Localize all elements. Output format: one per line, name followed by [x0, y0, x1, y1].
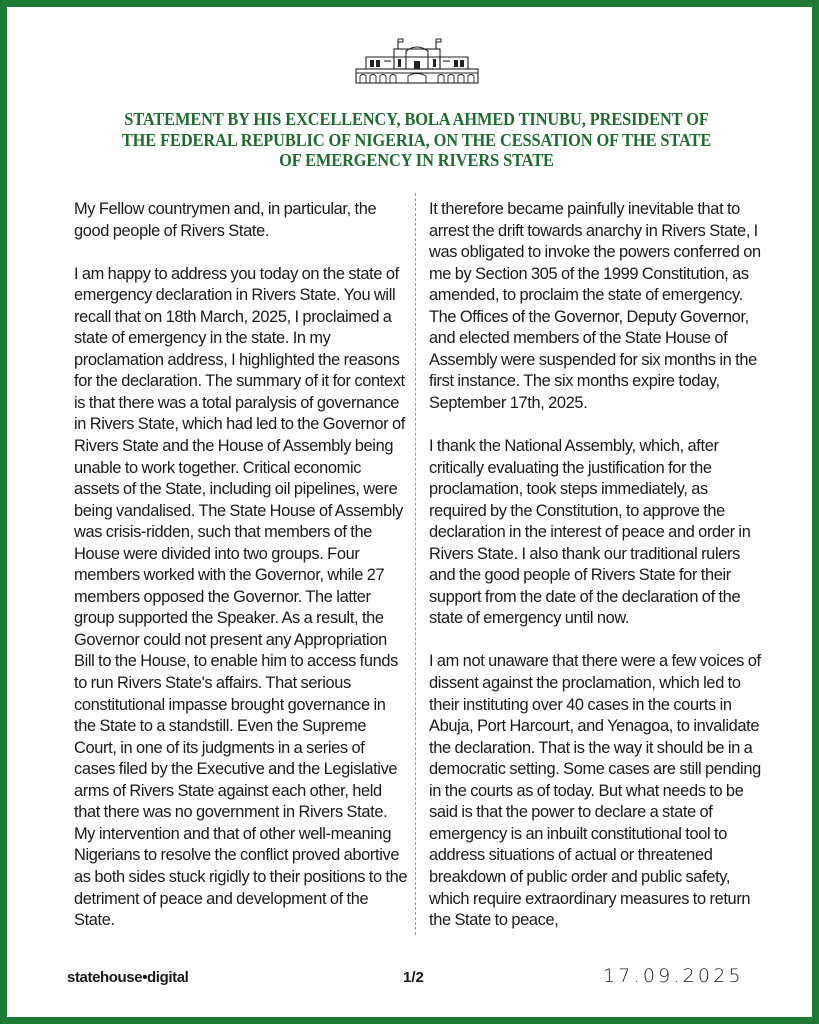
column-divider — [415, 193, 416, 935]
left-column — [74, 199, 408, 953]
paragraph-dissent: I am not unaware that there were a few voices of dissent against the proclamation, which led to their instituting over 40 cases in the courts in Abuja, Port Harcourt, and Yenagoa, to invalidate the declaration. That is the way it should be in a democratic setting. Some cases are still pending in the courts as of today. But what needs to be said is that the power to declare a state of emergency is an inbuilt constitutional tool to address situations of actual or threatened breakdown of public order and public safety, which require extraordinary measures to return the State to peace, — [429, 652, 761, 930]
statement-date: 17.09.2025 — [603, 965, 744, 987]
title-line: THE FEDERAL REPUBLIC OF NIGERIA, ON THE CESSATION OF THE STATE — [121, 129, 712, 150]
page-number: 1/2 — [403, 969, 424, 986]
title-line: STATEMENT BY HIS EXCELLENCY, BOLA AHMED TINUBU, PRESIDENT OF — [124, 109, 709, 129]
paragraph-background: I am happy to address you today on the state of emergency declaration in Rivers State. You will recall that on 18th March, 2025, I proclaimed a state of emergency in the state. In my proclamation address, I highlighted the reasons for the declaration. The summary of it for context is that there was a total paralysis of governance in Rivers State, which had led to the Governor of Rivers State and the House of Assembly being unable to work together. Critical economic assets of the State, including oil pipelines, were being vandalised. The State House of Assembly was crisis-ridden, such that members of the House were divided into two groups. Four members worked with the Governor, while 27 members opposed the Governor. The latter group supported the Speaker. As a result, the Governor could not present any Appropriation Bill to the House, to enable him to access funds to run Rivers State's affairs. That serious constitutional impasse brought governance in the State to a standstill. Even the Supreme Court, in one of its judgments in a series of cases filed by the Executive and the Legislative arms of Rivers State against each other, held that there was no government in Rivers State. My intervention and that of other well-meaning Nigerians to resolve the conflict proved abortive as both sides stuck rigidly to their positions to the detriment of peace and development of the State. — [74, 264, 408, 930]
state-house-building-icon — [354, 35, 480, 85]
title-line: OF EMERGENCY IN RIVERS STATE — [279, 150, 554, 170]
brand-label: statehouse•digital — [67, 969, 189, 986]
paragraph-salutation: My Fellow countrymen and, in particular, the good people of Rivers State. — [74, 200, 377, 240]
right-column — [429, 199, 765, 953]
statement-title — [101, 109, 732, 171]
paragraph-proclamation: It therefore became painfully inevitable that to arrest the drift towards anarchy in Rivers State, I was obligated to invoke the powers conferred on me by Section 305 of the 1999 Constitution, as amended, to proclaim the state of emergency. The Offices of the Governor, Deputy Governor, and elected members of the State House of Assembly were suspended for six months in the first instance. The six months expire today, September 17th, 2025. — [429, 200, 761, 412]
paragraph-thanks: I thank the National Assembly, which, after critically evaluating the justification for the proclamation, took steps immediately, as required by the Constitution, to approve the declaration in the interest of peace and order in Rivers State. I also thank our traditional rulers and the good people of Rivers State for their support from the date of the declaration of the state of emergency until now. — [429, 437, 751, 628]
footer — [7, 967, 819, 991]
